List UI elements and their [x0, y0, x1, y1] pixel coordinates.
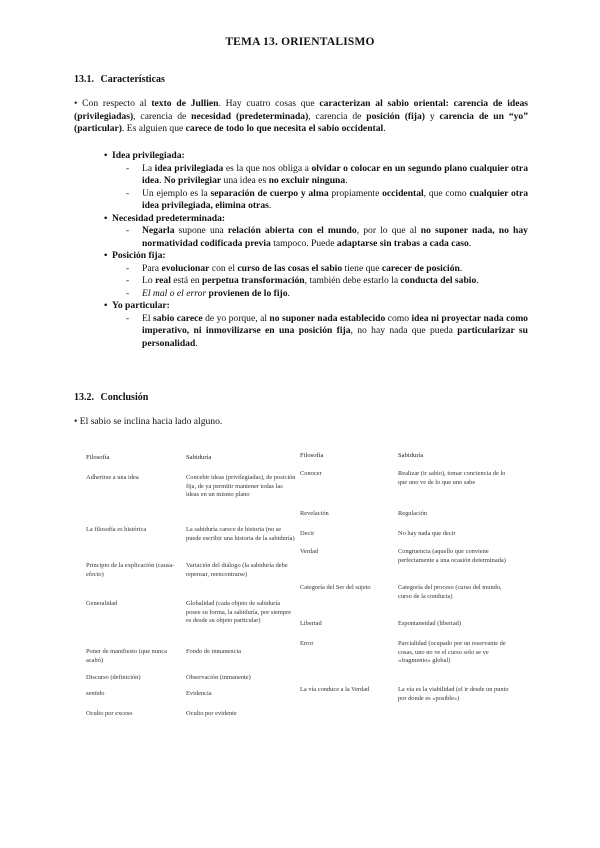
text: Con respecto al — [82, 98, 152, 109]
bullet: • — [74, 98, 78, 109]
text: y — [424, 110, 440, 122]
text-bold: no suponer nada establecido — [269, 312, 386, 324]
table-cell-right-filosofia: Revelación — [300, 510, 329, 517]
text: Lo — [142, 275, 156, 286]
sub-item — [104, 163, 528, 188]
intro-paragraph — [74, 98, 528, 136]
conclusion-paragraph — [74, 416, 528, 429]
characteristics-list — [104, 150, 528, 350]
comparison-table — [0, 448, 600, 748]
table-cell-right-sabiduria: No hay nada que decir — [398, 530, 456, 537]
table-cell-right-sabiduria: Espontaneidad (libertad) — [398, 620, 461, 627]
sub-item — [104, 288, 528, 301]
text-bold: carecer de posición — [381, 262, 460, 274]
text-bold: carencia de un “yo” (particular) — [74, 110, 529, 134]
text-bold: real — [155, 275, 171, 286]
table-cell-right-sabiduria: La vía es la viabilidad (el ir desde un punto por donde es «posible») — [398, 686, 509, 702]
table-cell-left-sabiduria: Variación del diálogo (la sabiduría debe repensar, reencontrarse) — [186, 562, 288, 578]
table-cell-right-filosofia: Decir — [300, 530, 315, 537]
table-cell-right-sabiduria: Parcialidad (ocupado por un reservante de cosas, uno no ve el curso solo se ve «fragmento» global) — [398, 640, 506, 665]
text-bold: carece de todo lo que necesita el sabio occidental — [185, 123, 384, 134]
text: tiene que — [342, 262, 382, 274]
table-cell-right-sabiduria: Categoría del proceso (curso del mundo, curso de la conducta) — [398, 584, 502, 600]
text-bold: perpetua transformación — [202, 275, 305, 286]
text: , por lo que al — [356, 225, 421, 236]
table-cell-right-filosofia: Verdad — [300, 548, 319, 555]
table-header: Sabiduría — [398, 452, 424, 459]
sub-item — [104, 188, 528, 213]
text: , no hay nada que pueda — [350, 325, 458, 336]
text-bold: sabio carece — [152, 312, 203, 324]
sub-item — [104, 225, 528, 250]
table-cell-right-filosofia: Error — [300, 640, 314, 647]
text: está en — [170, 275, 203, 286]
table-cell-left-filosofia: sentido — [86, 690, 105, 697]
sub-item — [104, 263, 528, 276]
text-bold: provienen de lo fijo — [206, 287, 288, 299]
text: , carencia de — [133, 110, 192, 122]
table-cell-right-sabiduria: Realizar (ir sabio), tomar conciencia de lo que uno ve de lo que uno sabe — [398, 470, 506, 486]
table-cell-right-sabiduria: Regulación — [398, 510, 428, 517]
section-heading-1 — [74, 74, 165, 85]
section-title: Características — [100, 74, 165, 85]
text-bold: adaptarse sin trabas a cada caso — [336, 237, 469, 249]
text: tampoco. Puede — [270, 237, 337, 249]
text-bold: olvidar o colocar en un segundo plano cualquier otra idea — [142, 162, 528, 186]
text: Para — [142, 262, 162, 274]
text-bold: Negarla — [142, 225, 175, 236]
text: . — [459, 262, 463, 274]
text: como — [385, 312, 412, 324]
table-cell-left-filosofia: La filosofía es histórica — [86, 526, 147, 533]
conclusion-text: El sabio se inclina hacia lado alguno. — [79, 416, 223, 427]
table-cell-left-sabiduria: La sabiduría carece de historia (no se puede escribir una historia de la sabiduría) — [186, 526, 295, 542]
item-idea-privilegiada: • Idea privilegiada: — [104, 150, 528, 163]
text-bold: necesidad (predeterminada) — [191, 110, 309, 122]
sub-item — [104, 313, 528, 351]
table-cell-right-filosofia: Categoría del Ser del sujeto — [300, 584, 371, 591]
page-title: TEMA 13. ORIENTALISMO — [225, 36, 375, 48]
table-cell-left-sabiduria: Concebir ideas (privilegiadas), de posición fija, de ya permitir mantener todas las ideas en un mismo plano — [186, 474, 296, 499]
table-cell-left-sabiduria: Oculto por evidente — [186, 710, 237, 717]
text: . — [159, 175, 164, 186]
section-number: 13.2. — [74, 392, 94, 403]
text-bold: No privilegiar — [163, 175, 222, 186]
sub-item — [104, 275, 528, 288]
table-cell-left-filosofia: Poner de manifiesto (que nunca acabó) — [86, 648, 167, 664]
table-cell-left-filosofia: Adherirse a una idea — [86, 474, 139, 481]
section-number: 13.1. — [74, 74, 94, 85]
table-cell-left-sabiduria: Observación (inmanente) — [186, 674, 251, 681]
text-bold: idea ni proyectar nada como imperativo, ni inmovilizarse en una posición fija — [142, 312, 528, 336]
text: , que como — [423, 187, 470, 199]
table-header: Sabiduría — [186, 454, 212, 461]
text: una idea es — [221, 175, 269, 186]
table-cell-left-filosofia: Oculto por exceso — [86, 710, 133, 717]
text-bold: relación abierta con el mundo — [227, 225, 357, 236]
text: . Es alguien que — [121, 123, 186, 134]
text-bold: caracterizan al sabio oriental: carencia de ideas (privilegiadas) — [74, 98, 528, 122]
text: . — [268, 200, 272, 211]
section-title: Conclusión — [100, 392, 149, 403]
table-cell-right-filosofia: La vía conduce a la Verdad — [300, 686, 370, 693]
text-italic: El mal o el error — [142, 287, 207, 299]
text-bold: no excluir ninguna — [268, 175, 346, 186]
text-bold: conducta del sabio — [400, 275, 477, 286]
table-cell-right-filosofia: Conocer — [300, 470, 322, 477]
text-bold: evolucionar — [161, 262, 210, 274]
text: es la que nos obliga a — [223, 162, 312, 174]
text-bold: posición (fija) — [366, 110, 425, 122]
table-cell-left-filosofia: Discurso (definición) — [86, 674, 141, 681]
item-yo-particular: • Yo particular: — [104, 300, 528, 313]
table-cell-right-sabiduria: Congruencia (aquello que conviene perfectamente a una ocasión determinada) — [398, 548, 506, 564]
text: La — [142, 162, 155, 174]
text: El — [142, 312, 153, 324]
section-heading-2 — [74, 392, 148, 403]
table-cell-left-sabiduria: Globalidad (cada objeto de sabiduría posee su forma, la sabiduría, por siempre es desde su objeto particular) — [186, 600, 292, 625]
text: . — [287, 287, 290, 299]
text-bold: separación de cuerpo y alma — [210, 187, 329, 199]
text: Un ejemplo es la — [142, 187, 211, 199]
item-posicion-fija: • Posición fija: — [104, 250, 528, 263]
bullet: • — [74, 416, 78, 427]
text-bold: no suponer nada, no hay normatividad codificada previa — [142, 225, 528, 249]
table-cell-left-sabiduria: Evidencia — [186, 690, 212, 697]
table-cell-left-filosofia: Principio de la explicación (causa-efecto) — [86, 562, 175, 578]
text: de yo porque, al — [202, 312, 270, 324]
text: , carencia de — [308, 110, 367, 122]
text: . — [383, 123, 386, 134]
text: . Hay cuatro cosas que — [218, 98, 320, 109]
item-necesidad-predeterminada: • Necesidad predeterminada: — [104, 213, 528, 226]
text: . — [476, 275, 479, 286]
text: . — [345, 175, 348, 186]
text-bold: particularizar su personalidad — [142, 325, 528, 349]
text: , también debe estarlo la — [304, 275, 401, 286]
table-header: Filosofía — [300, 452, 324, 459]
table-header: Filosofía — [86, 454, 110, 461]
text: supone una — [174, 225, 228, 236]
text-bold: cualquier otra idea privilegiada, elimina otras — [142, 187, 529, 211]
text: . — [195, 337, 198, 349]
table-cell-left-sabiduria: Fondo de inmanencia — [186, 648, 242, 655]
text: con el — [209, 262, 238, 274]
text-bold: curso de las cosas el sabio — [237, 262, 343, 274]
table-cell-right-filosofia: Libertad — [300, 620, 322, 627]
text: propiamente — [328, 187, 383, 199]
table-cell-left-filosofia: Generalidad — [86, 600, 118, 607]
text: . — [468, 237, 472, 249]
text-bold: occidental — [382, 187, 424, 199]
text-bold: idea privilegiada — [154, 162, 224, 174]
text-bold: texto de Jullien — [151, 98, 219, 109]
